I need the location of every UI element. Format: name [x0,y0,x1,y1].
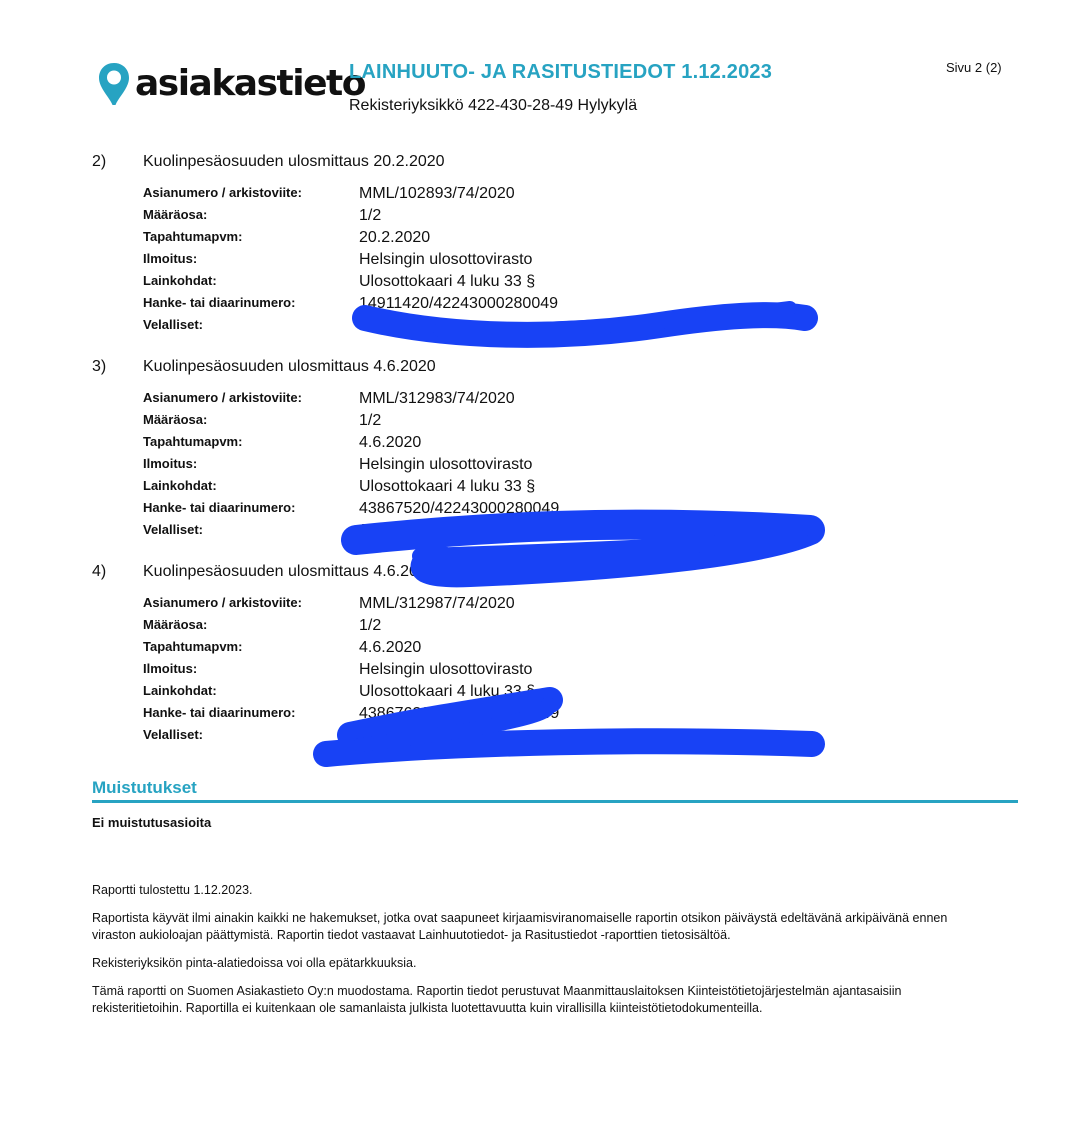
footer-paragraph: Rekisteriyksikön pinta-alatiedoissa voi olla epätarkkuuksia. [92,956,417,970]
field-value: 1/2 [359,207,382,224]
redaction-scribble [420,538,800,556]
field-value: 4.6.2020 [359,639,422,656]
field-value: Ju [359,317,376,334]
field-value: MML/312983/74/2020 [359,390,515,407]
field-label: Asianumero / arkistoviite: [143,185,302,200]
field-value: 4.6.2020 [359,434,422,451]
field-label: Lainkohdat: [143,683,217,698]
field-label: Asianumero / arkistoviite: [143,595,302,610]
field-label: Määräosa: [143,412,208,427]
field-label: Tapahtumapvm: [143,434,243,449]
field-value: 14911420/42243000280049 [359,295,559,312]
redaction-scribble [365,315,805,335]
report-printed-date: Raportti tulostettu 1.12.2023. [92,883,253,897]
entry-number: 3) [92,358,107,375]
field-value: 20.2.2020 [359,229,431,246]
document-title: LAINHUUTO- JA RASITUSTIEDOT 1.12.2023 [349,61,773,83]
field-label: Velalliset: [143,317,203,332]
logo-text: asiakastieto [135,63,365,104]
field-value: Helsingin ulosottovirasto [359,456,533,473]
field-value: Helsingin ulosottovirasto [359,661,533,678]
field-label: Lainkohdat: [143,273,217,288]
field-value: Ulosottokaari 4 luku 33 § [359,683,536,700]
field-value: Ulosottokaari 4 luku 33 § [359,273,536,290]
field-label: Ilmoitus: [143,456,198,471]
reminders-heading: Muistutukset [92,778,197,797]
field-value: 1/2 [359,412,382,429]
redaction-scribble [356,525,810,573]
entry-title: Kuolinpesäosuuden ulosmittaus 20.2.2020 [143,153,445,170]
field-value: MML/312987/74/2020 [359,595,515,612]
field-label: Hanke- tai diaarinumero: [143,705,296,720]
field-value: 43867520/42243000280049 [359,500,560,517]
field-label: Ilmoitus: [143,661,198,676]
entry-number: 2) [92,153,107,170]
field-label: Velalliset: [143,727,203,742]
entry-title: Kuolinpesäosuuden ulosmittaus 4.6.2020 [143,358,436,375]
asiakastieto-logo [97,60,365,108]
field-label: Määräosa: [143,617,208,632]
field-label: Asianumero / arkistoviite: [143,390,302,405]
field-value: MML/102893/74/2020 [359,185,515,202]
field-value: Helsingin ulosottovirasto [359,251,533,268]
field-label: Tapahtumapvm: [143,229,243,244]
footer-paragraph: Tämä raportti on Suomen Asiakastieto Oy:n muodostama. Raportin tiedot perustuvat Maanmittauslaitoksen Kiinteistötietojärjestelmän ajantasaisiin rekisteritietoihin. Raportilla ei kuitenkaan ole samanlaista julkista luotettavuutta kuin virallisilla kiinteistötietodokumenteilla. [92,984,902,1015]
field-label: Ilmoitus: [143,251,198,266]
entry-title: Kuolinpesäosuuden ulosmittaus 4.6.20 [143,563,418,580]
reminders-body: Ei muistutusasioita [92,815,212,830]
entry-number: 4) [92,563,107,580]
field-value: Ju [359,522,376,539]
field-label: Velalliset: [143,522,203,537]
field-label: Hanke- tai diaarinumero: [143,295,296,310]
location-pin-icon [97,61,131,107]
redaction-scribble [326,741,812,754]
field-value: 1/2 [359,617,382,634]
page-number: Sivu 2 (2) [946,60,1002,75]
field-label: Määräosa: [143,207,208,222]
field-value: 43867620/42243000280049 [359,705,560,722]
footer-paragraph: Raportista käyvät ilmi ainakin kaikki ne hakemukset, jotka ovat saapuneet kirjaamisviranomaiselle raportin otsikon päiväystä edeltävänä arkipäivänä ennen viraston aukioloajan päättymistä. Raportin tiedot vastaavat Lainhuutotiedot- ja Rasitustiedot -raporttien tietosisältöä. [92,911,948,942]
section-divider [92,800,1018,803]
field-label: Lainkohdat: [143,478,217,493]
document-subtitle: Rekisteriyksikkö 422-430-28-49 Hylykylä [349,97,638,114]
field-label: Tapahtumapvm: [143,639,243,654]
field-value: Ulosottokaari 4 luku 33 § [359,478,536,495]
field-label: Hanke- tai diaarinumero: [143,500,296,515]
